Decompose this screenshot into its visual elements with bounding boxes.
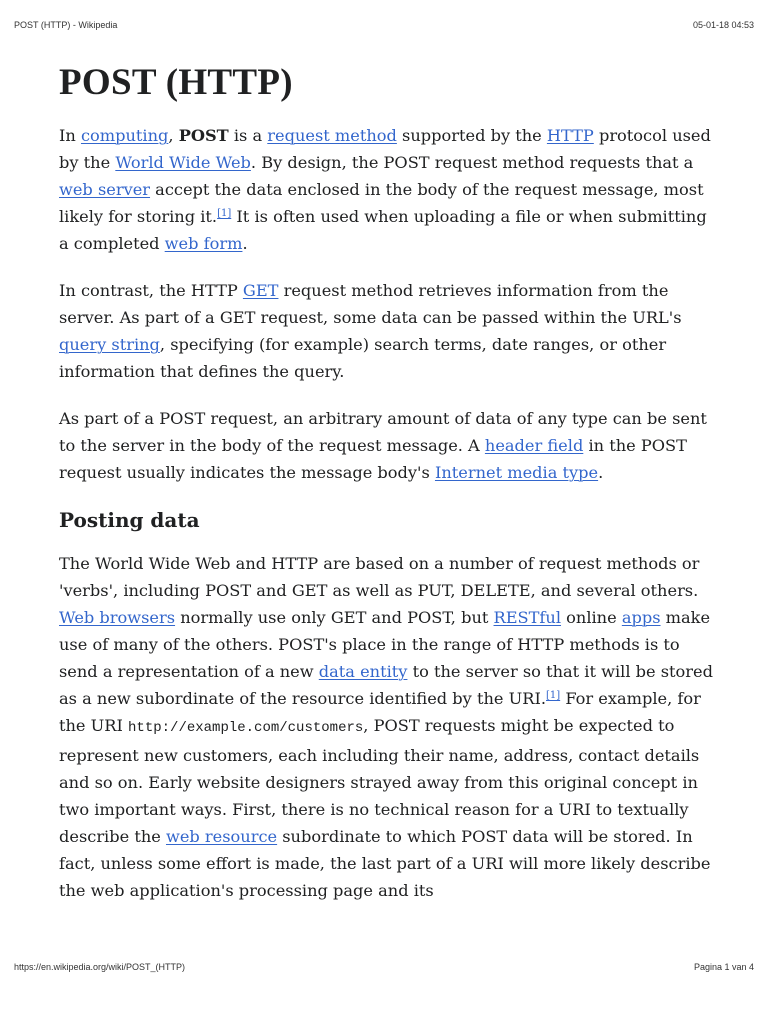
link-web-server[interactable]: web server	[59, 180, 151, 199]
text: request method retrieves information from the server. As part of a GET request, some data can be passed within the URL's	[59, 281, 682, 327]
post-request-paragraph	[59, 405, 713, 486]
text: The World Wide Web and HTTP are based on a number of request methods or 'verbs', including POST and GET as well as PUT, DELETE, and several others.	[59, 554, 700, 600]
link-http[interactable]: HTTP	[546, 126, 594, 145]
print-footer-url: https://en.wikipedia.org/wiki/POST_(HTTP)	[14, 962, 186, 972]
text: in the POST request usually indicates the message body's	[59, 436, 687, 482]
text: It is often used when uploading a file or when submitting a completed	[59, 207, 707, 253]
text: is a	[228, 126, 268, 145]
print-footer-page-number: Pagina 1 van 4	[693, 962, 754, 972]
text: normally use only GET and POST, but	[175, 608, 494, 627]
link-apps[interactable]: apps	[621, 608, 661, 627]
link-web-form[interactable]: web form	[164, 234, 243, 253]
print-footer	[14, 962, 754, 972]
text: online	[561, 608, 622, 627]
text: to the server so that it will be stored as a new subordinate of the resource identified by the URI.	[59, 662, 713, 708]
reference-link-1[interactable]: [1]	[217, 208, 232, 219]
article-content	[59, 62, 713, 924]
code-example-uri: http://example.com/customers	[128, 720, 364, 736]
bold-term-post: POST	[178, 126, 229, 145]
posting-data-paragraph	[59, 550, 713, 904]
text: .	[242, 234, 248, 253]
link-get[interactable]: GET	[242, 281, 279, 300]
print-header-datetime: 05-01-18 04:53	[692, 20, 754, 30]
link-web-browsers[interactable]: Web browsers	[59, 608, 176, 627]
text: In	[59, 126, 81, 145]
link-data-entity[interactable]: data entity	[318, 662, 408, 681]
print-header	[14, 20, 754, 30]
intro-paragraph	[59, 122, 713, 257]
text: . By design, the POST request method requests that a	[250, 153, 694, 172]
link-query-string[interactable]: query string	[59, 335, 160, 354]
text: As part of a POST request, an arbitrary amount of data of any type can be sent to the server in the body of the request message. A	[59, 409, 707, 455]
text: , specifying (for example) search terms, date ranges, or other information that defines the query.	[59, 335, 667, 381]
text: ,	[168, 126, 179, 145]
link-header-field[interactable]: header field	[484, 436, 584, 455]
text: For example, for the URI	[59, 689, 701, 735]
text: make use of many of the others. POST's place in the range of HTTP methods is to send a representation of a new	[59, 608, 711, 681]
link-world-wide-web[interactable]: World Wide Web	[115, 153, 251, 172]
contrast-paragraph	[59, 277, 713, 385]
text: protocol used by the	[59, 126, 711, 172]
link-internet-media-type[interactable]: Internet media type	[434, 463, 599, 482]
link-request-method[interactable]: request method	[267, 126, 397, 145]
text: .	[598, 463, 604, 482]
text: accept the data enclosed in the body of the request message, most likely for storing it.	[59, 180, 704, 226]
text: subordinate to which POST data will be stored. In fact, unless some effort is made, the last part of a URI will more likely describe the web application's processing page and its	[59, 827, 711, 900]
section-heading-posting-data: Posting data	[59, 508, 200, 532]
print-header-title: POST (HTTP) - Wikipedia	[14, 20, 118, 30]
page-title: POST (HTTP)	[59, 62, 293, 103]
link-computing[interactable]: computing	[80, 126, 169, 145]
text: In contrast, the HTTP	[59, 281, 243, 300]
link-web-resource[interactable]: web resource	[165, 827, 278, 846]
reference-link-1b[interactable]: [1]	[546, 690, 561, 701]
text: supported by the	[396, 126, 547, 145]
link-restful[interactable]: RESTful	[493, 608, 562, 627]
text: , POST requests might be expected to represent new customers, each including their name, address, contact details and so on. Early website designers strayed away from this original concept in two important ways. First, there is no technical reason for a URI to textually describe the	[59, 716, 700, 846]
